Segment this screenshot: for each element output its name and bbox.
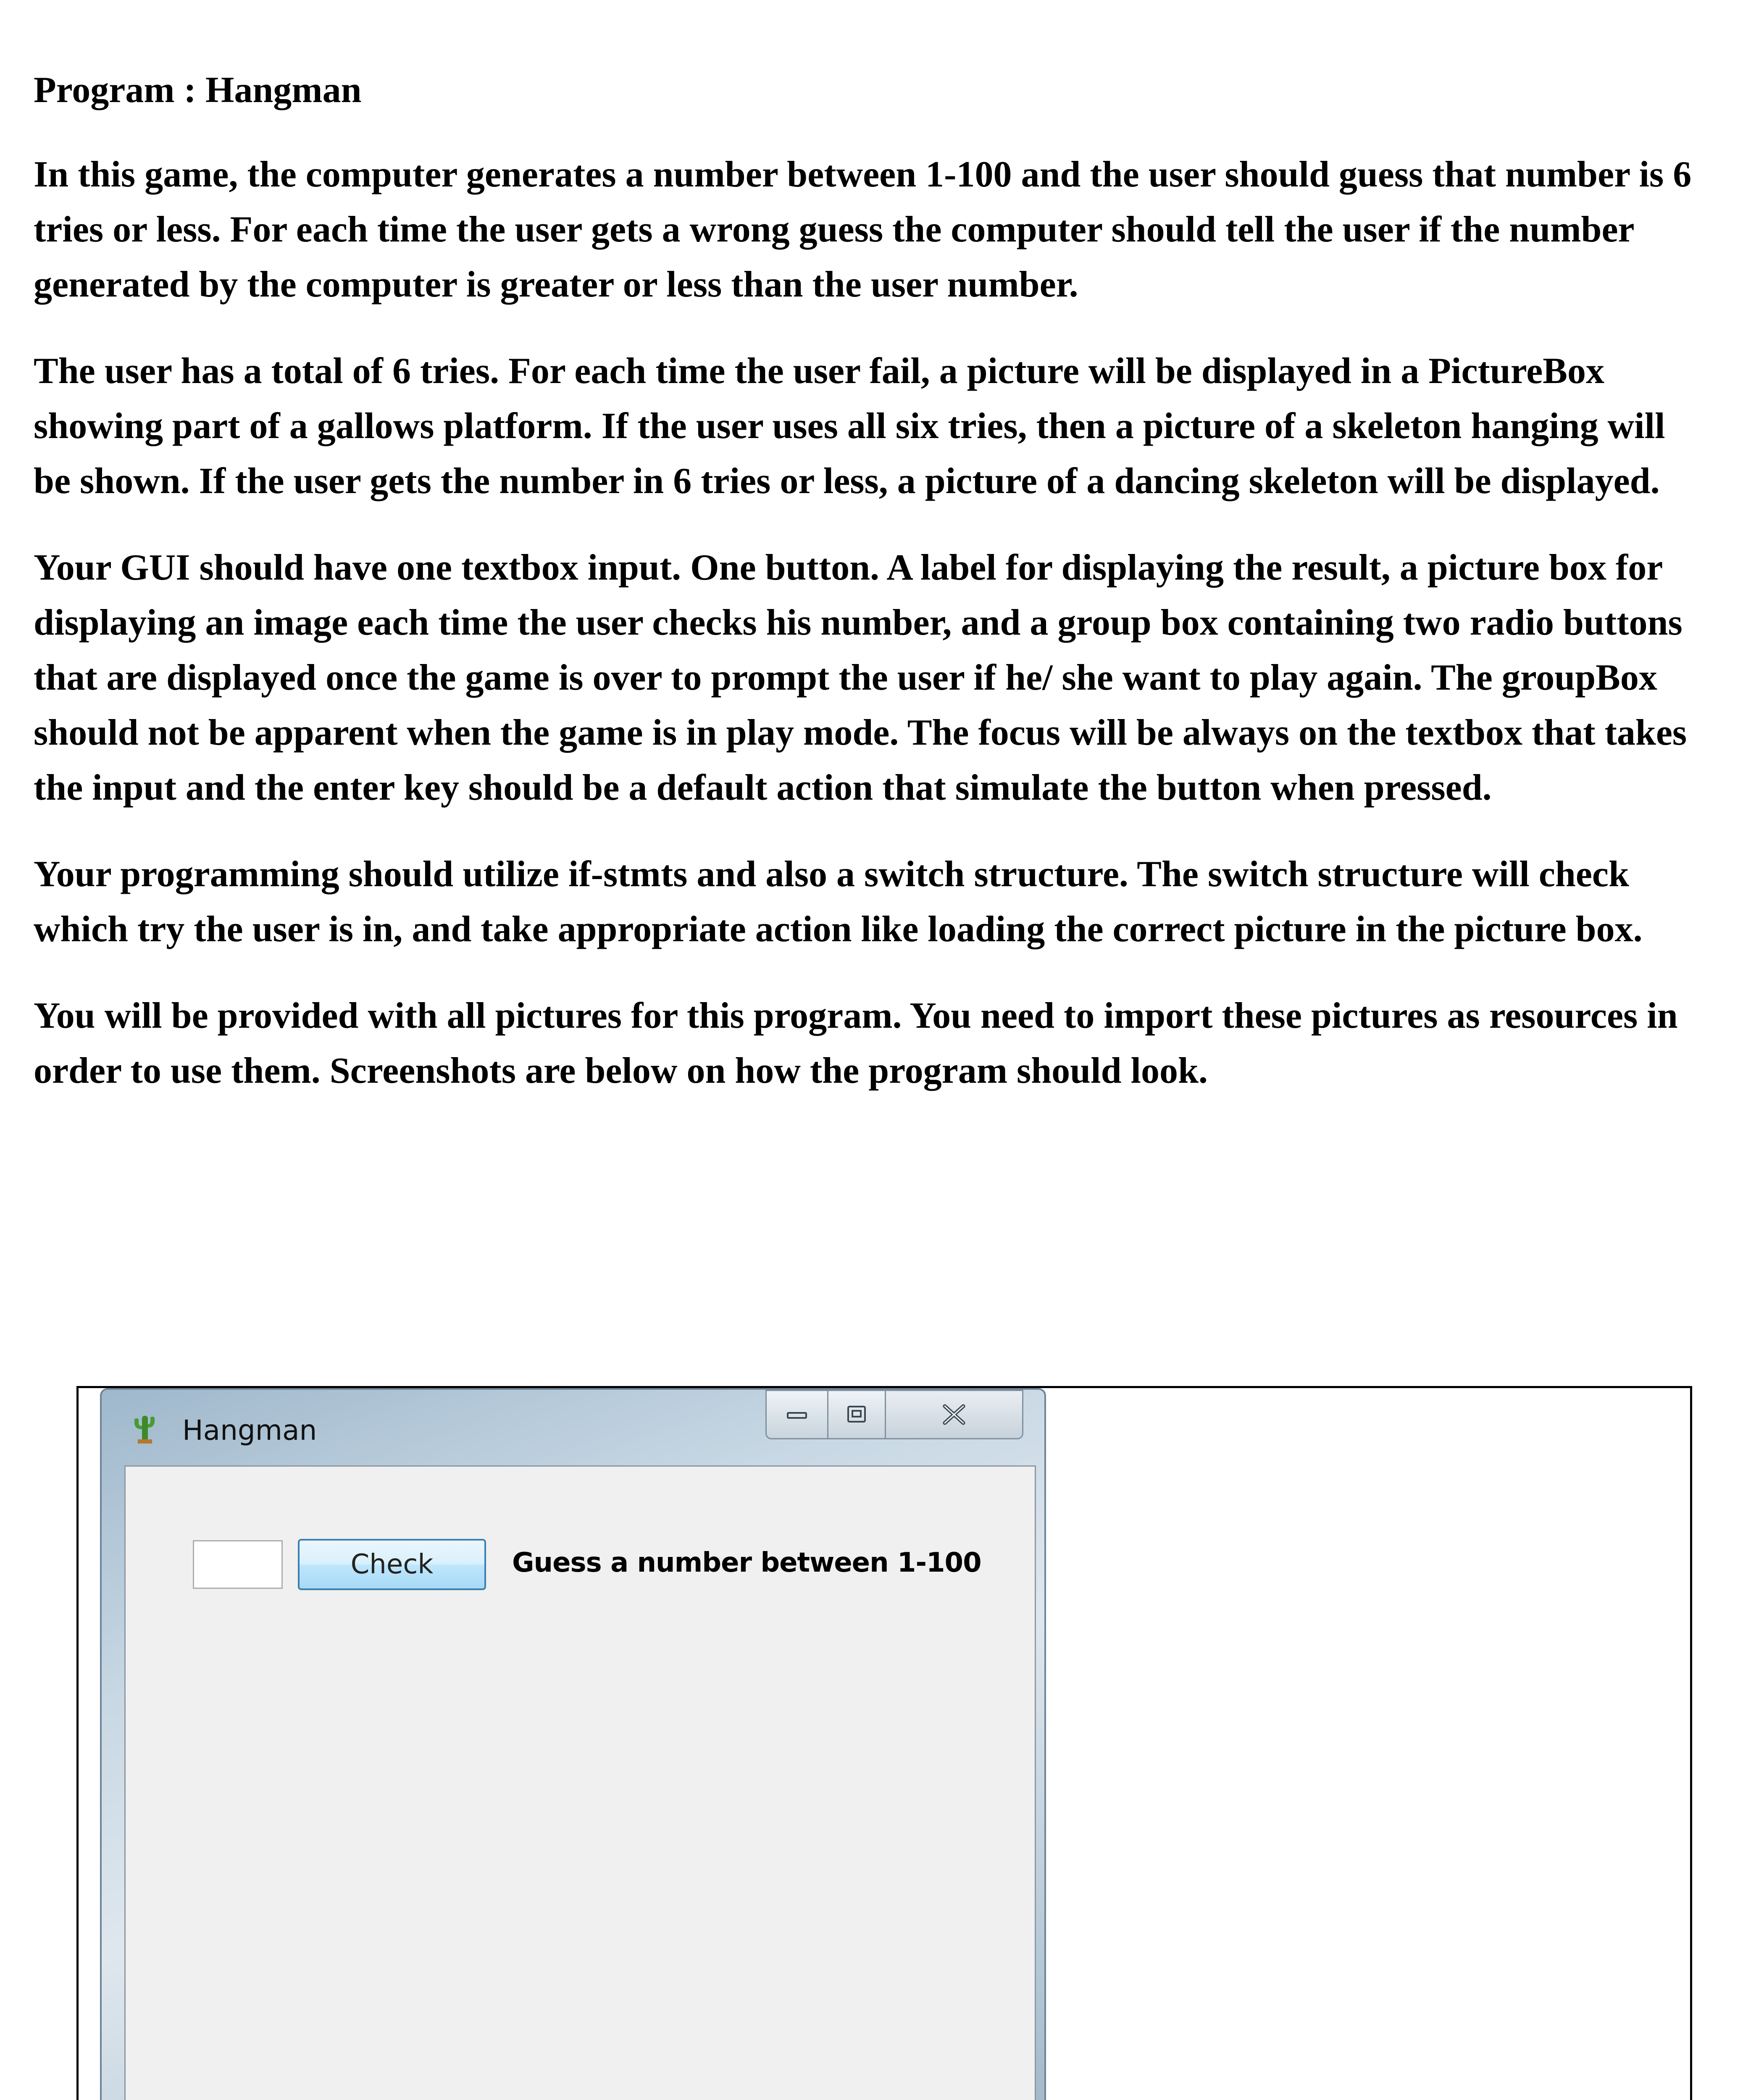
- maximize-button[interactable]: [827, 1390, 886, 1439]
- minimize-button[interactable]: [765, 1390, 828, 1439]
- title-bar[interactable]: [102, 1390, 1044, 1465]
- maximize-icon: [844, 1404, 869, 1425]
- paragraph-tries: The user has a total of 6 tries. For each time the user fail, a picture will be displayed in a PictureBox showing part of a gallows platform. If the user uses all six tries, then a picture of a skeleton hanging will be shown. If the user gets the number in 6 tries or less, a picture of a dancing skeleton will be displayed.: [34, 351, 1665, 501]
- cactus-icon: [128, 1411, 161, 1444]
- hangman-window: [100, 1388, 1046, 2100]
- paragraph-resources: You will be provided with all pictures for this program. You need to import these pictures as resources in order to use them. Screenshots are below on how the program should look.: [34, 995, 1678, 1091]
- guess-input[interactable]: [193, 1540, 283, 1589]
- minimize-icon: [784, 1406, 810, 1423]
- result-label: Guess a number between 1-100: [512, 1547, 981, 1578]
- paragraph-gui: Your GUI should have one textbox input. One button. A label for displaying the result, a picture box for displaying an image each time the user checks his number, and a group box containing two radio buttons that are displayed once the game is over to prompt the user if he/ she want to play again. The groupBox should not be apparent when the game is in play mode. The focus will be always on the textbox that takes the input and the enter key should be a default action that simulate the button when pressed.: [34, 547, 1687, 808]
- window-title: Hangman: [182, 1414, 317, 1446]
- paragraph-intro: In this game, the computer generates a number between 1-100 and the user should guess that number is 6 tries or less. For each time the user gets a wrong guess the computer should tell the user if the number generated by the computer is greater or less than the user number.: [34, 154, 1692, 305]
- close-button[interactable]: [885, 1390, 1023, 1439]
- check-button[interactable]: Check: [298, 1539, 486, 1590]
- program-heading: Program : Hangman: [34, 70, 362, 110]
- window-client-area: [124, 1465, 1036, 2100]
- document-body: [34, 63, 1697, 1130]
- paragraph-switch: Your programming should utilize if-stmts and also a switch structure. The switch structure will check which try the user is in, and take appropriate action like loading the correct picture in the picture box.: [34, 854, 1643, 950]
- close-icon: [937, 1402, 971, 1427]
